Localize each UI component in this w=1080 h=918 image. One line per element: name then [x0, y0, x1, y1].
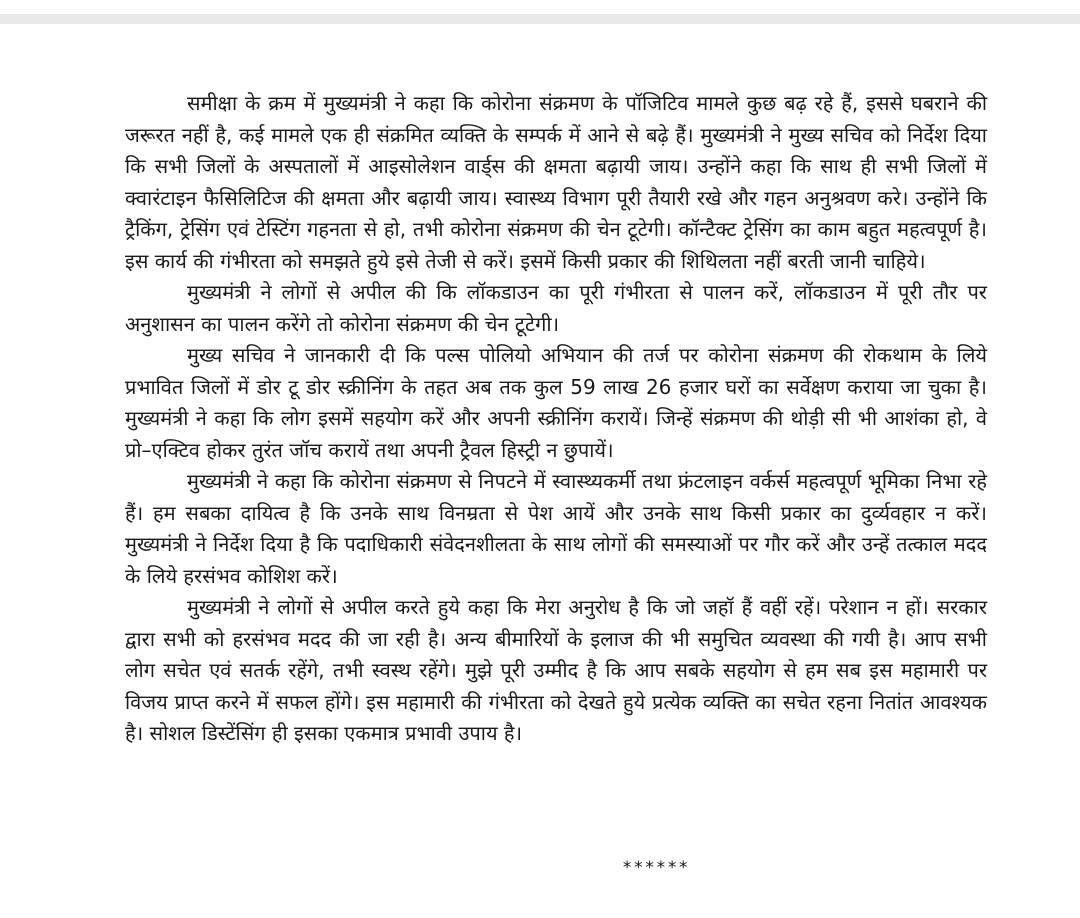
- document-body: [125, 88, 987, 750]
- end-mark: ******: [622, 858, 690, 878]
- paragraph-lockdown-appeal: मुख्यमंत्री ने लोगों से अपील की कि लॉकडाउन का पूरी गंभीरता से पालन करें, लॉकडाउन में पूरी तौर पर अनुशासन का पालन करेंगे तो कोरोना संक्रमण की चेन टूटेगी।: [125, 280, 987, 336]
- top-divider: [0, 14, 1080, 24]
- paragraph-public-appeal: मुख्यमंत्री ने लोगों से अपील करते हुये कहा कि मेरा अनुरोध है कि जो जहॉ हैं वहीं रहें। परेशान न हों। सरकार द्वारा सभी को हरसंभव मदद की जा रही है। अन्य बीमारियों के इलाज की भी समुचित व्यवस्था की गयी है। आप सभी लोग सचेत एवं सतर्क रहेंगे, तभी स्वस्थ रहेंगे। मुझे पूरी उम्मीद है कि आप सबके सहयोग से हम सब इस महामारी पर विजय प्राप्त करने में सफल होंगे। इस महामारी की गंभीरता को देखते हुये प्रत्येक व्यक्ति का सचेत रहना नितांत आवश्यक है। सोशल डिस्टेंसिंग ही इसका एकमात्र प्रभावी उपाय है।: [125, 595, 987, 745]
- paragraph-health-workers: मुख्यमंत्री ने कहा कि कोरोना संक्रमण से निपटने में स्वास्थ्यकर्मी तथा फ्रंटलाइन वर्कर्स महत्वपूर्ण भूमिका निभा रहे हैं। हम सबका दायित्व है कि उनके साथ विनम्रता से पेश आयें और उनके साथ किसी प्रकार का दुर्व्यवहार न करें। मुख्यमंत्री ने निर्देश दिया है कि पदाधिकारी संवेदनशीलता के साथ लोगों की समस्याओं पर गौर करें और उन्हें तत्काल मदद के लिये हरसंभव कोशिश करें।: [125, 469, 987, 588]
- paragraph-screening: मुख्य सचिव ने जानकारी दी कि पल्स पोलियो अभियान की तर्ज पर कोरोना संक्रमण की रोकथाम के लिये प्रभावित जिलों में डोर टू डोर स्क्रीनिंग के तहत अब तक कुल 59 लाख 26 हजार घरों का सर्वेक्षण कराया जा चुका है। मुख्यमंत्री ने कहा कि लोग इसमें सहयोग करें और अपनी स्क्रीनिंग करायें। जिन्हें संक्रमण की थोड़ी सी भी आशंका हो, वे प्रो–एक्टिव होकर तुरंत जॉच करायें तथा अपनी ट्रैवल हिस्ट्री न छुपायें।: [125, 343, 987, 462]
- paragraph-review: समीक्षा के क्रम में मुख्यमंत्री ने कहा कि कोरोना संक्रमण के पॉजिटिव मामले कुछ बढ़ रहे हैं, इससे घबराने की जरूरत नहीं है, कई मामले एक ही संक्रमित व्यक्ति के सम्पर्क में आने से बढ़े हैं। मुख्यमंत्री ने मुख्य सचिव को निर्देश दिया कि सभी जिलों के अस्पतालों में आइसोलेशन वार्ड्स की क्षमता बढ़ायी जाय। उन्होंने कहा कि साथ ही सभी जिलों में क्वारंटाइन फैसिलिटिज की क्षमता और बढ़ायी जाय। स्वास्थ्य विभाग पूरी तैयारी रखे और गहन अनुश्रवण करे। उन्होंने कि ट्रैकिंग, ट्रेसिंग एवं टेस्टिंग गहनता से हो, तभी कोरोना संक्रमण की चेन टूटेगी। कॉन्टैक्ट ट्रेसिंग का काम बहुत महत्वपूर्ण है। इस कार्य की गंभीरता को समझते हुये इसे तेजी से करें। इसमें किसी प्रकार की शिथिलता नहीं बरती जानी चाहिये।: [125, 91, 987, 273]
